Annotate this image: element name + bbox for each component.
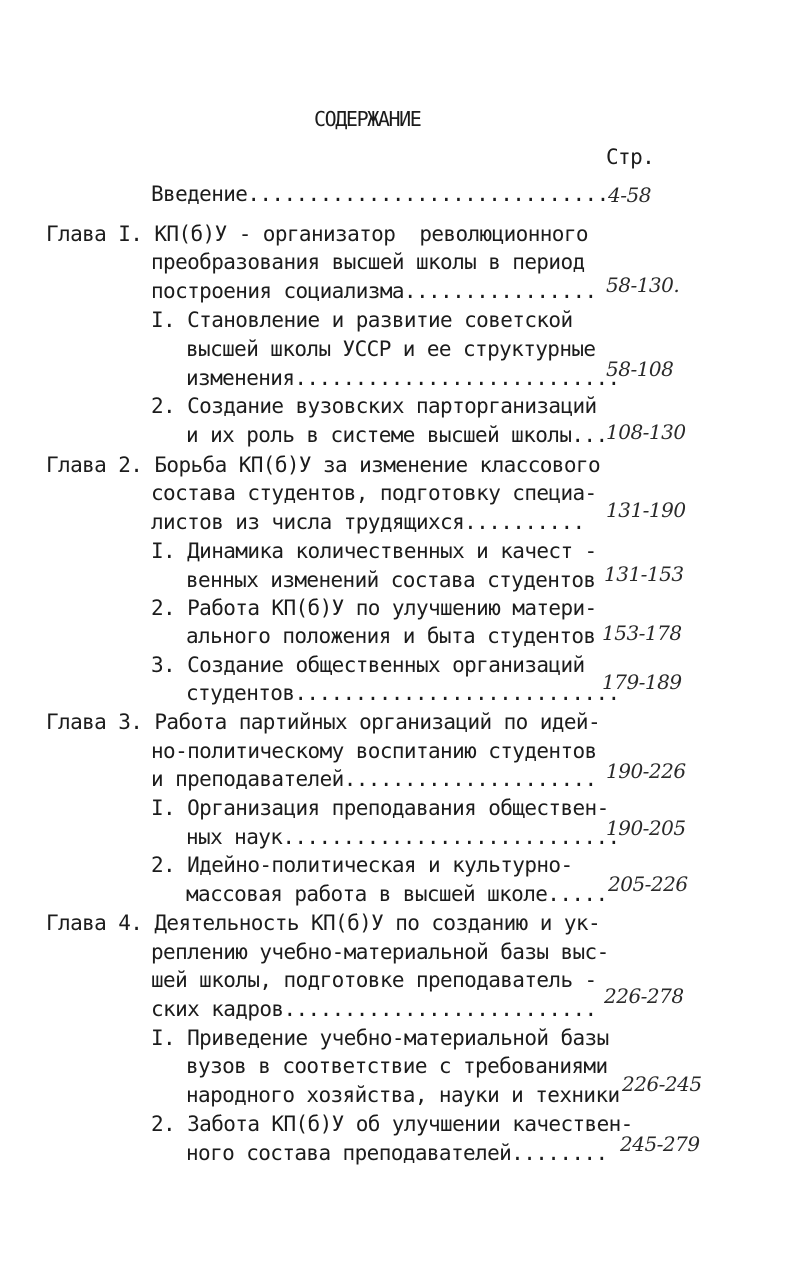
page-range-chapter-2: 131-190 [606,498,686,522]
page-range-section-1-2: 108-130 [606,420,686,444]
chapter-4-heading: Глава 4. Деятельность КП(б)У по созданию и ук- [46,911,600,935]
page-range-section-2-1: 131-153 [604,562,684,586]
page-range-section-3-1: 190-205 [606,816,686,840]
chapter-2-line-3: листов из числа трудящихся.......... [151,510,585,534]
section-4-1-line-1: I. Приведение учебно-материальной базы [151,1026,609,1050]
chapter-2-heading: Глава 2. Борьба КП(б)У за изменение классового [46,453,600,477]
page-range-chapter-3: 190-226 [606,759,686,783]
section-1-1-line-1: I. Становление и развитие советской [151,308,573,332]
chapter-1-heading: Глава I. КП(б)У - организатор революционного [46,222,588,246]
page-range-chapter-1: 58-130. [606,273,680,297]
page-range-section-1-1: 58-108 [606,357,674,381]
section-4-1-line-3: народного хозяйства, науки и техники [186,1083,620,1107]
chapter-2-line-2: состава студентов, подготовку специа- [151,481,597,505]
chapter-4-line-4: ских кадров.......................... [151,997,597,1021]
chapter-3-line-3: и преподавателей..................... [151,767,597,791]
page-range-intro: 4-58 [608,183,651,207]
section-2-1-line-2: венных изменений состава студентов [186,568,596,592]
section-4-1-line-2: вузов в соответствие с требованиями [186,1054,608,1078]
section-2-3-line-2: студентов........................... [186,681,620,705]
section-1-2-line-1: 2. Создание вузовских парторганизаций [151,394,597,418]
section-2-1-line-1: I. Динамика количественных и качест - [151,539,597,563]
page-title: СОДЕРЖАНИЕ [314,107,421,131]
section-3-1-line-2: ных наук............................ [186,825,620,849]
chapter-3-line-2: но-политическому воспитанию студентов [151,739,597,763]
chapter-1-line-3: построения социализма................ [151,279,597,303]
page-range-section-4-2: 245-279 [620,1132,700,1156]
section-2-2-line-2: ального положения и быта студентов [186,624,596,648]
page-column-label: Стр. [606,145,655,169]
chapter-1-line-2: преобразования высшей школы в период [151,250,585,274]
section-4-2-line-1: 2. Забота КП(б)У об улучшении качествен- [151,1112,633,1136]
page-range-section-2-3: 179-189 [602,670,682,694]
chapter-4-line-2: реплению учебно-материальной базы выс- [151,940,609,964]
page-range-section-2-2: 153-178 [602,621,682,645]
section-4-2-line-2: ного состава преподавателей........ [186,1141,608,1165]
section-3-1-line-1: I. Организация преподавания обществен- [151,796,609,820]
page-range-section-3-2: 205-226 [608,872,688,896]
page-range-chapter-4: 226-278 [604,984,684,1008]
toc-entry-intro: Введение.............................. [151,182,609,206]
section-1-2-line-2: и их роль в системе высшей школы... [186,423,608,447]
section-3-2-line-2: массовая работа в высшей школе..... [186,882,608,906]
section-1-1-line-3: изменения........................... [186,366,620,390]
chapter-3-heading: Глава 3. Работа партийных организаций по идей- [46,710,600,734]
section-3-2-line-1: 2. Идейно-политическая и культурно- [151,853,573,877]
page-range-section-4-1: 226-245 [622,1072,702,1096]
section-2-3-line-1: 3. Создание общественных организаций [151,653,585,677]
section-1-1-line-2: высшей школы УССР и ее структурные [186,337,596,361]
chapter-4-line-3: шей школы, подготовке преподаватель - [151,968,597,992]
section-2-2-line-1: 2. Работа КП(б)У по улучшению матери- [151,596,597,620]
